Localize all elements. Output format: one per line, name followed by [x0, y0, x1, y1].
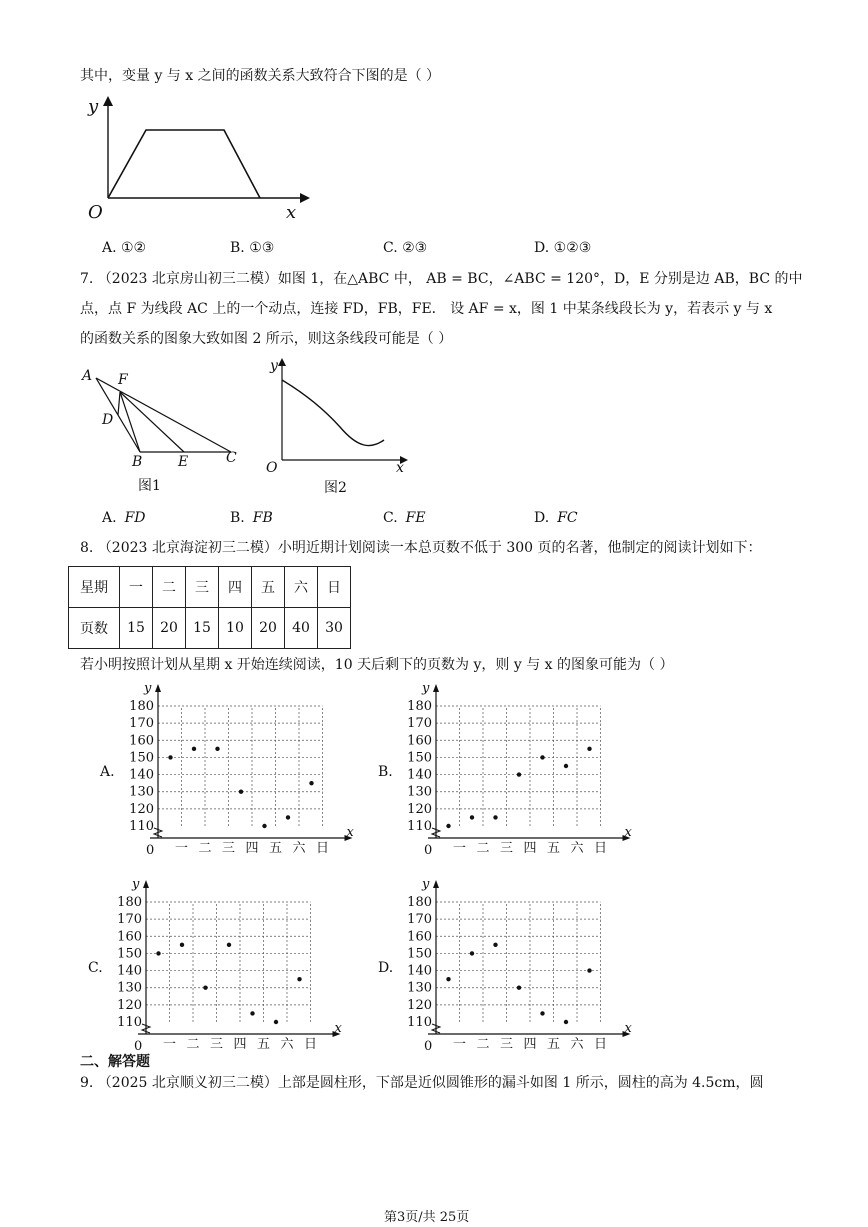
q6-trapezoid-line — [108, 130, 260, 198]
x-tick-label: 六 — [570, 1037, 584, 1052]
y-tick-label: 170 — [407, 912, 432, 928]
table-head-pages: 页数 — [69, 608, 120, 649]
x-axis-label: x — [624, 825, 632, 840]
option-letter: C. — [383, 510, 398, 526]
data-point — [192, 747, 196, 751]
segment-ac — [96, 378, 231, 452]
x-tick-label: 日 — [593, 1037, 608, 1052]
data-point — [262, 824, 266, 828]
x-tick-label: 日 — [593, 841, 608, 856]
option-letter: D. — [534, 510, 550, 526]
data-point — [250, 1011, 254, 1015]
table-cell: 二 — [153, 567, 186, 608]
q7-curve — [282, 380, 384, 446]
point-f-label: F — [118, 372, 128, 388]
figure-2-caption: 图2 — [324, 480, 347, 496]
y-tick-label: 160 — [407, 929, 432, 945]
y-tick-label: 140 — [407, 963, 432, 979]
fig2-origin: O — [266, 460, 278, 476]
data-point — [227, 943, 231, 947]
q9-line-1: 9. （2025 北京顺义初三二模）上部是圆柱形，下部是近似圆锥形的漏斗如图 1 所示，圆柱的高为 4.5cm，圆 — [80, 1075, 764, 1091]
y-tick-label: 150 — [407, 946, 432, 962]
option-letter: D. — [378, 960, 394, 976]
reading-plan-table — [68, 566, 351, 649]
data-point — [274, 1020, 278, 1024]
q6-origin: O — [88, 202, 103, 222]
q6-x-label: x — [286, 202, 297, 222]
y-tick-label: 130 — [117, 980, 142, 996]
x-tick-label: 五 — [546, 1037, 561, 1052]
y-tick-label: 160 — [129, 733, 154, 749]
x-tick-label: 五 — [268, 841, 283, 856]
option-letter: B. — [378, 764, 393, 780]
q6-graph — [78, 92, 318, 222]
q6-y-label: y — [88, 96, 99, 117]
table-cell: 10 — [219, 608, 252, 649]
y-tick-label: 160 — [407, 733, 432, 749]
figure-1-caption: 图1 — [138, 478, 161, 492]
y-axis-arrow — [143, 880, 149, 888]
y-axis-label: y — [132, 877, 140, 892]
option-value: FC — [557, 510, 578, 526]
y-axis-label: y — [422, 877, 430, 892]
axis-break-mark — [142, 1024, 150, 1033]
q7-figure-1 — [76, 362, 246, 492]
data-point — [540, 1011, 544, 1015]
axis-break-mark — [154, 828, 162, 837]
chart-option-d — [374, 872, 644, 1062]
origin-label: 0 — [134, 1039, 143, 1054]
x-tick-label: 三 — [221, 841, 236, 856]
y-tick-label: 130 — [407, 980, 432, 996]
table-cell: 30 — [318, 608, 351, 649]
y-tick-label: 110 — [407, 819, 432, 834]
fig2-x-label: x — [396, 460, 404, 476]
q6-option-b: B. ①③ — [230, 240, 275, 256]
data-point — [286, 815, 290, 819]
table-cell: 15 — [120, 608, 153, 649]
x-tick-label: 日 — [303, 1037, 318, 1052]
table-cell: 15 — [186, 608, 219, 649]
x-tick-label: 二 — [198, 841, 212, 856]
y-tick-label: 120 — [117, 997, 142, 1013]
table-cell: 六 — [285, 567, 318, 608]
data-point — [587, 747, 591, 751]
q7-option-c — [383, 510, 426, 526]
x-tick-label: 四 — [233, 1037, 247, 1052]
y-tick-label: 110 — [117, 1015, 142, 1030]
chart-option-b — [374, 676, 644, 866]
y-tick-label: 120 — [407, 801, 432, 817]
point-b-label: B — [132, 454, 143, 470]
data-point — [446, 977, 450, 981]
table-cell: 日 — [318, 567, 351, 608]
x-tick-label: 一 — [452, 841, 467, 856]
data-point — [493, 943, 497, 947]
q6-option-a: A. ①② — [102, 240, 147, 256]
option-letter: C. — [88, 960, 103, 976]
table-row — [69, 567, 351, 608]
x-tick-label: 二 — [476, 841, 490, 856]
x-tick-label: 五 — [546, 841, 561, 856]
y-tick-label: 170 — [129, 716, 154, 732]
y-tick-label: 150 — [117, 946, 142, 962]
y-tick-label: 140 — [117, 963, 142, 979]
x-tick-label: 四 — [245, 841, 259, 856]
option-value: FB — [252, 510, 273, 526]
data-point — [540, 755, 544, 759]
point-a-label: A — [82, 368, 93, 384]
x-axis-label: x — [334, 1021, 342, 1036]
y-tick-label: 120 — [129, 801, 154, 817]
q6-option-c: C. ②③ — [383, 240, 428, 256]
data-point — [215, 747, 219, 751]
q6-intro: 其中，变量 y 与 x 之间的函数关系大致符合下图的是（ ） — [80, 68, 441, 84]
y-axis-arrow — [433, 880, 439, 888]
x-tick-label: 三 — [209, 1037, 224, 1052]
y-axis-label: y — [144, 681, 152, 696]
origin-label: 0 — [424, 843, 433, 858]
data-point — [564, 1020, 568, 1024]
table-cell: 四 — [219, 567, 252, 608]
data-point — [517, 986, 521, 990]
q7-option-b — [230, 510, 273, 526]
data-point — [470, 951, 474, 955]
point-c-label: C — [226, 450, 237, 466]
table-cell: 40 — [285, 608, 318, 649]
axis-break-mark — [432, 1024, 440, 1033]
data-point — [564, 764, 568, 768]
data-point — [309, 781, 313, 785]
y-axis-arrow — [433, 684, 439, 692]
q7-option-d — [534, 510, 578, 526]
y-tick-label: 130 — [129, 784, 154, 800]
segment-fd — [118, 392, 120, 415]
x-tick-label: 四 — [523, 841, 537, 856]
q7-line-2: 点，点 F 为线段 AC 上的一个动点，连接 FD，FB，FE． 设 AF = x，图 1 中某条线段长为 y，若表示 y 与 x — [80, 301, 773, 317]
chart-option-a — [96, 676, 366, 866]
x-tick-label: 一 — [174, 841, 189, 856]
section-title: 二、解答题 — [80, 1054, 150, 1070]
y-tick-label: 160 — [117, 929, 142, 945]
data-point — [297, 977, 301, 981]
x-tick-label: 一 — [162, 1037, 177, 1052]
origin-label: 0 — [424, 1039, 433, 1054]
y-axis-arrow — [155, 684, 161, 692]
data-point — [203, 986, 207, 990]
y-tick-label: 150 — [407, 750, 432, 766]
table-cell: 五 — [252, 567, 285, 608]
chart-option-c — [84, 872, 354, 1062]
q7-line-3: 的函数关系的图象大致如图 2 所示，则这条线段可能是（ ） — [80, 331, 453, 347]
q7-option-a — [102, 510, 146, 526]
x-tick-label: 一 — [452, 1037, 467, 1052]
fig2-y-label: y — [270, 358, 278, 374]
option-letter: A. — [102, 510, 117, 526]
y-tick-label: 180 — [407, 699, 432, 714]
x-tick-label: 六 — [292, 841, 306, 856]
option-letter: B. — [230, 510, 245, 526]
data-point — [156, 951, 160, 955]
data-point — [470, 815, 474, 819]
y-tick-label: 130 — [407, 784, 432, 800]
x-tick-label: 二 — [476, 1037, 490, 1052]
x-axis-label: x — [346, 825, 354, 840]
data-point — [239, 790, 243, 794]
y-tick-label: 140 — [407, 767, 432, 783]
y-tick-label: 180 — [129, 699, 154, 714]
x-tick-label: 四 — [523, 1037, 537, 1052]
x-tick-label: 日 — [315, 841, 330, 856]
option-value: FE — [405, 510, 426, 526]
q7-figure-2 — [262, 352, 412, 502]
table-row — [69, 608, 351, 649]
x-tick-label: 二 — [186, 1037, 200, 1052]
table-cell: 三 — [186, 567, 219, 608]
x-tick-label: 三 — [499, 1037, 514, 1052]
origin-label: 0 — [146, 843, 155, 858]
table-head-day: 星期 — [69, 567, 120, 608]
y-tick-label: 110 — [129, 819, 154, 834]
q7-line-1: 7. （2023 北京房山初三二模）如图 1，在△ABC 中， AB = BC，∠ABC = 120°，D，E 分别是边 AB，BC 的中 — [80, 271, 803, 287]
data-point — [446, 824, 450, 828]
y-tick-label: 110 — [407, 1015, 432, 1030]
table-cell: 20 — [252, 608, 285, 649]
data-point — [168, 755, 172, 759]
data-point — [493, 815, 497, 819]
q6-option-d: D. ①②③ — [534, 240, 592, 256]
y-axis-label: y — [422, 681, 430, 696]
table-cell: 一 — [120, 567, 153, 608]
data-point — [180, 943, 184, 947]
q8-line-1: 8. （2023 北京海淀初三二模）小明近期计划阅读一本总页数不低于 300 页的名著，他制定的阅读计划如下： — [80, 540, 762, 556]
x-tick-label: 三 — [499, 841, 514, 856]
y-tick-label: 170 — [117, 912, 142, 928]
table-cell: 20 — [153, 608, 186, 649]
data-point — [517, 772, 521, 776]
x-tick-label: 六 — [570, 841, 584, 856]
y-tick-label: 170 — [407, 716, 432, 732]
y-tick-label: 150 — [129, 750, 154, 766]
q8-line-2: 若小明按照计划从星期 x 开始连续阅读，10 天后剩下的页数为 y，则 y 与 x 的图象可能为（ ） — [80, 657, 674, 673]
axis-break-mark — [432, 828, 440, 837]
y-tick-label: 120 — [407, 997, 432, 1013]
x-axis-label: x — [624, 1021, 632, 1036]
option-value: FD — [124, 510, 146, 526]
point-e-label: E — [178, 454, 189, 470]
x-tick-label: 六 — [280, 1037, 294, 1052]
y-tick-label: 180 — [117, 895, 142, 910]
page-number: 第3页/共 25页 — [384, 1210, 470, 1225]
point-d-label: D — [102, 412, 114, 428]
y-tick-label: 180 — [407, 895, 432, 910]
x-tick-label: 五 — [256, 1037, 271, 1052]
data-point — [587, 968, 591, 972]
y-tick-label: 140 — [129, 767, 154, 783]
option-letter: A. — [100, 764, 115, 780]
